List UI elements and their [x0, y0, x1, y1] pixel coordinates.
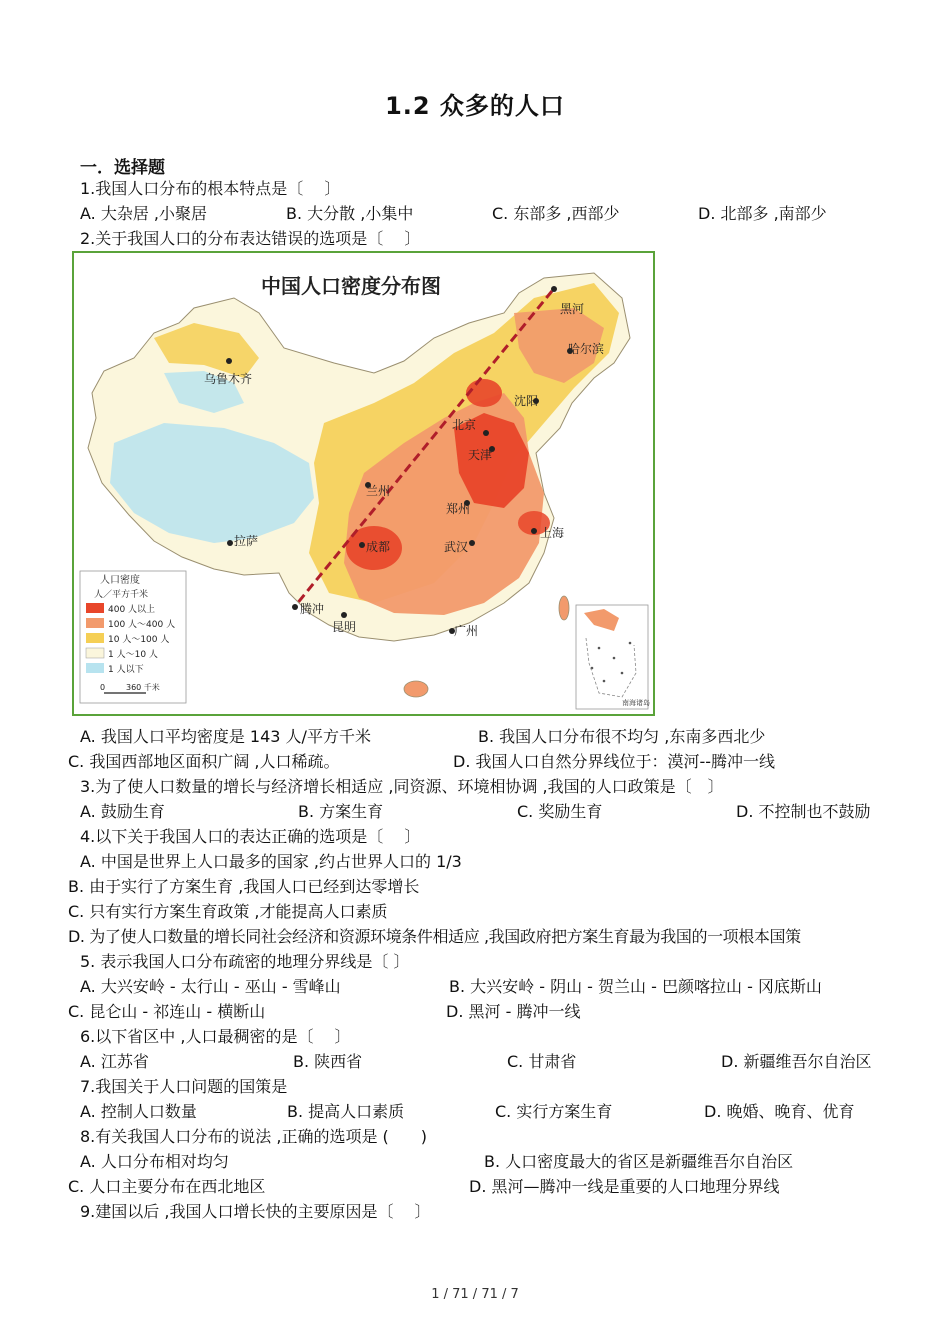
- option: C. 甘肃省: [507, 1052, 577, 1071]
- city-label: 拉萨: [234, 534, 259, 548]
- option: B. 方案生育: [298, 802, 384, 821]
- question-stem: 1.我国人口分布的根本特点是〔 〕: [80, 179, 341, 198]
- option: B. 陕西省: [293, 1052, 363, 1071]
- inset-label: 南海诸岛: [622, 699, 650, 707]
- city-marker: [341, 612, 347, 618]
- city-label: 成都: [366, 540, 391, 554]
- option: A. 我国人口平均密度是 143 人/平方千米: [80, 727, 371, 746]
- city-label: 天津: [468, 448, 493, 462]
- city-marker: [292, 604, 298, 610]
- question-stem: 4.以下关于我国人口的表达正确的选项是〔 〕: [80, 827, 421, 846]
- city-marker: [226, 358, 232, 364]
- city-marker: [469, 540, 475, 546]
- city-label: 昆明: [332, 620, 357, 634]
- option: B. 我国人口分布很不均匀 ,东南多西北少: [478, 727, 766, 746]
- city-label: 上海: [540, 526, 565, 540]
- option: B. 大分散 ,小集中: [286, 204, 414, 223]
- option: B. 提高人口素质: [287, 1102, 405, 1121]
- option: B. 大兴安岭 - 阴山 - 贺兰山 - 巴颜喀拉山 - 冈底斯山: [449, 977, 822, 996]
- scale-zero: 0: [100, 683, 106, 692]
- city-marker: [551, 286, 557, 292]
- legend-label: 1 人以下: [108, 665, 144, 675]
- question-stem: 6.以下省区中 ,人口最稠密的是〔 〕: [80, 1027, 351, 1046]
- option: C. 奖励生育: [517, 802, 603, 821]
- city-marker: [531, 528, 537, 534]
- city-marker: [483, 430, 489, 436]
- option: A. 鼓励生育: [80, 802, 165, 821]
- city-label: 哈尔滨: [568, 342, 605, 356]
- section-heading: 一．选择题: [80, 158, 165, 178]
- city-label: 广州: [454, 624, 479, 638]
- map-region-very-high: [466, 379, 502, 407]
- map-title: 中国人口密度分布图: [261, 274, 441, 298]
- city-marker: [359, 542, 365, 548]
- legend-label: 1 人～10 人: [108, 650, 158, 660]
- option: C. 实行方案生育: [495, 1102, 613, 1121]
- option: A. 大兴安岭 - 太行山 - 巫山 - 雪峰山: [80, 977, 341, 996]
- question-stem: 9.建国以后 ,我国人口增长快的主要原因是〔 〕: [80, 1202, 431, 1221]
- option: C. 人口主要分布在西北地区: [68, 1177, 266, 1196]
- city-label: 腾冲: [300, 602, 325, 616]
- city-label: 乌鲁木齐: [204, 372, 253, 386]
- city-label: 黑河: [560, 302, 585, 316]
- option: D. 北部多 ,南部少: [698, 204, 827, 223]
- question-stem: 3.为了使人口数量的增长与经济增长相适应 ,同资源、环境相协调 ,我国的人口政策是〔 〕: [80, 777, 724, 796]
- option: A. 大杂居 ,小聚居: [80, 204, 208, 223]
- option: A. 人口分布相对均匀: [80, 1152, 229, 1171]
- legend-swatch: [86, 618, 104, 628]
- option: B. 人口密度最大的省区是新疆维吾尔自治区: [484, 1152, 794, 1171]
- option: D. 黑河 - 腾冲一线: [446, 1002, 581, 1021]
- question-stem: 5. 表示我国人口分布疏密的地理分界线是〔 〕: [80, 952, 410, 971]
- question-stem: 8.有关我国人口分布的说法 ,正确的选项是 ( ): [80, 1127, 428, 1146]
- map-taiwan: [559, 596, 569, 620]
- option: D. 不控制也不鼓励: [736, 802, 871, 821]
- legend-label: 100 人～400 人: [108, 620, 176, 630]
- option: A. 中国是世界上人口最多的国家 ,约占世界人口的 1/3: [80, 852, 462, 871]
- south-china-sea-inset: [576, 605, 650, 709]
- option: B. 由于实行了方案生育 ,我国人口已经到达零增长: [68, 877, 420, 896]
- legend-unit: 人／平方千米: [94, 590, 149, 600]
- question-stem: 7.我国关于人口问题的国策是: [80, 1077, 288, 1096]
- option: D. 黑河—腾冲一线是重要的人口地理分界线: [469, 1177, 780, 1196]
- option: C. 东部多 ,西部少: [492, 204, 620, 223]
- legend-swatch: [86, 648, 104, 658]
- city-label: 武汉: [444, 540, 469, 554]
- population-density-map: [72, 251, 655, 716]
- question-stem: 2.关于我国人口的分布表达错误的选项是〔 〕: [80, 229, 421, 248]
- city-label: 郑州: [446, 502, 471, 516]
- city-marker: [227, 540, 233, 546]
- option: D. 我国人口自然分界线位于：漠河--腾冲一线: [453, 752, 776, 771]
- map-hainan: [404, 681, 428, 697]
- legend-label: 10 人～100 人: [108, 635, 170, 645]
- legend-swatch: [86, 663, 104, 673]
- page-title: 1.2 众多的人口: [385, 92, 565, 120]
- legend-swatch: [86, 633, 104, 643]
- scale-value: 360 千米: [126, 683, 160, 692]
- option: D. 新疆维吾尔自治区: [721, 1052, 872, 1071]
- city-label: 沈阳: [514, 394, 539, 408]
- option: A. 控制人口数量: [80, 1102, 197, 1121]
- legend-swatch: [86, 603, 104, 613]
- legend-label: 400 人以上: [108, 605, 156, 615]
- city-label: 兰州: [366, 484, 391, 498]
- option: C. 只有实行方案生育政策 ,才能提高人口素质: [68, 902, 388, 921]
- option: C. 我国西部地区面积广阔 ,人口稀疏。: [68, 752, 340, 771]
- city-label: 北京: [452, 418, 477, 432]
- map-legend: [80, 571, 186, 703]
- option: D. 晚婚、晚育、优育: [704, 1102, 855, 1121]
- option: A. 江苏省: [80, 1052, 149, 1071]
- page-footer: 1 / 71 / 71 / 7: [431, 1287, 519, 1302]
- legend-title: 人口密度: [100, 575, 140, 586]
- option: C. 昆仑山 - 祁连山 - 横断山: [68, 1002, 266, 1021]
- option: D. 为了使人口数量的增长同社会经济和资源环境条件相适应 ,我国政府把方案生育最为我国的一项根本国策: [68, 927, 801, 946]
